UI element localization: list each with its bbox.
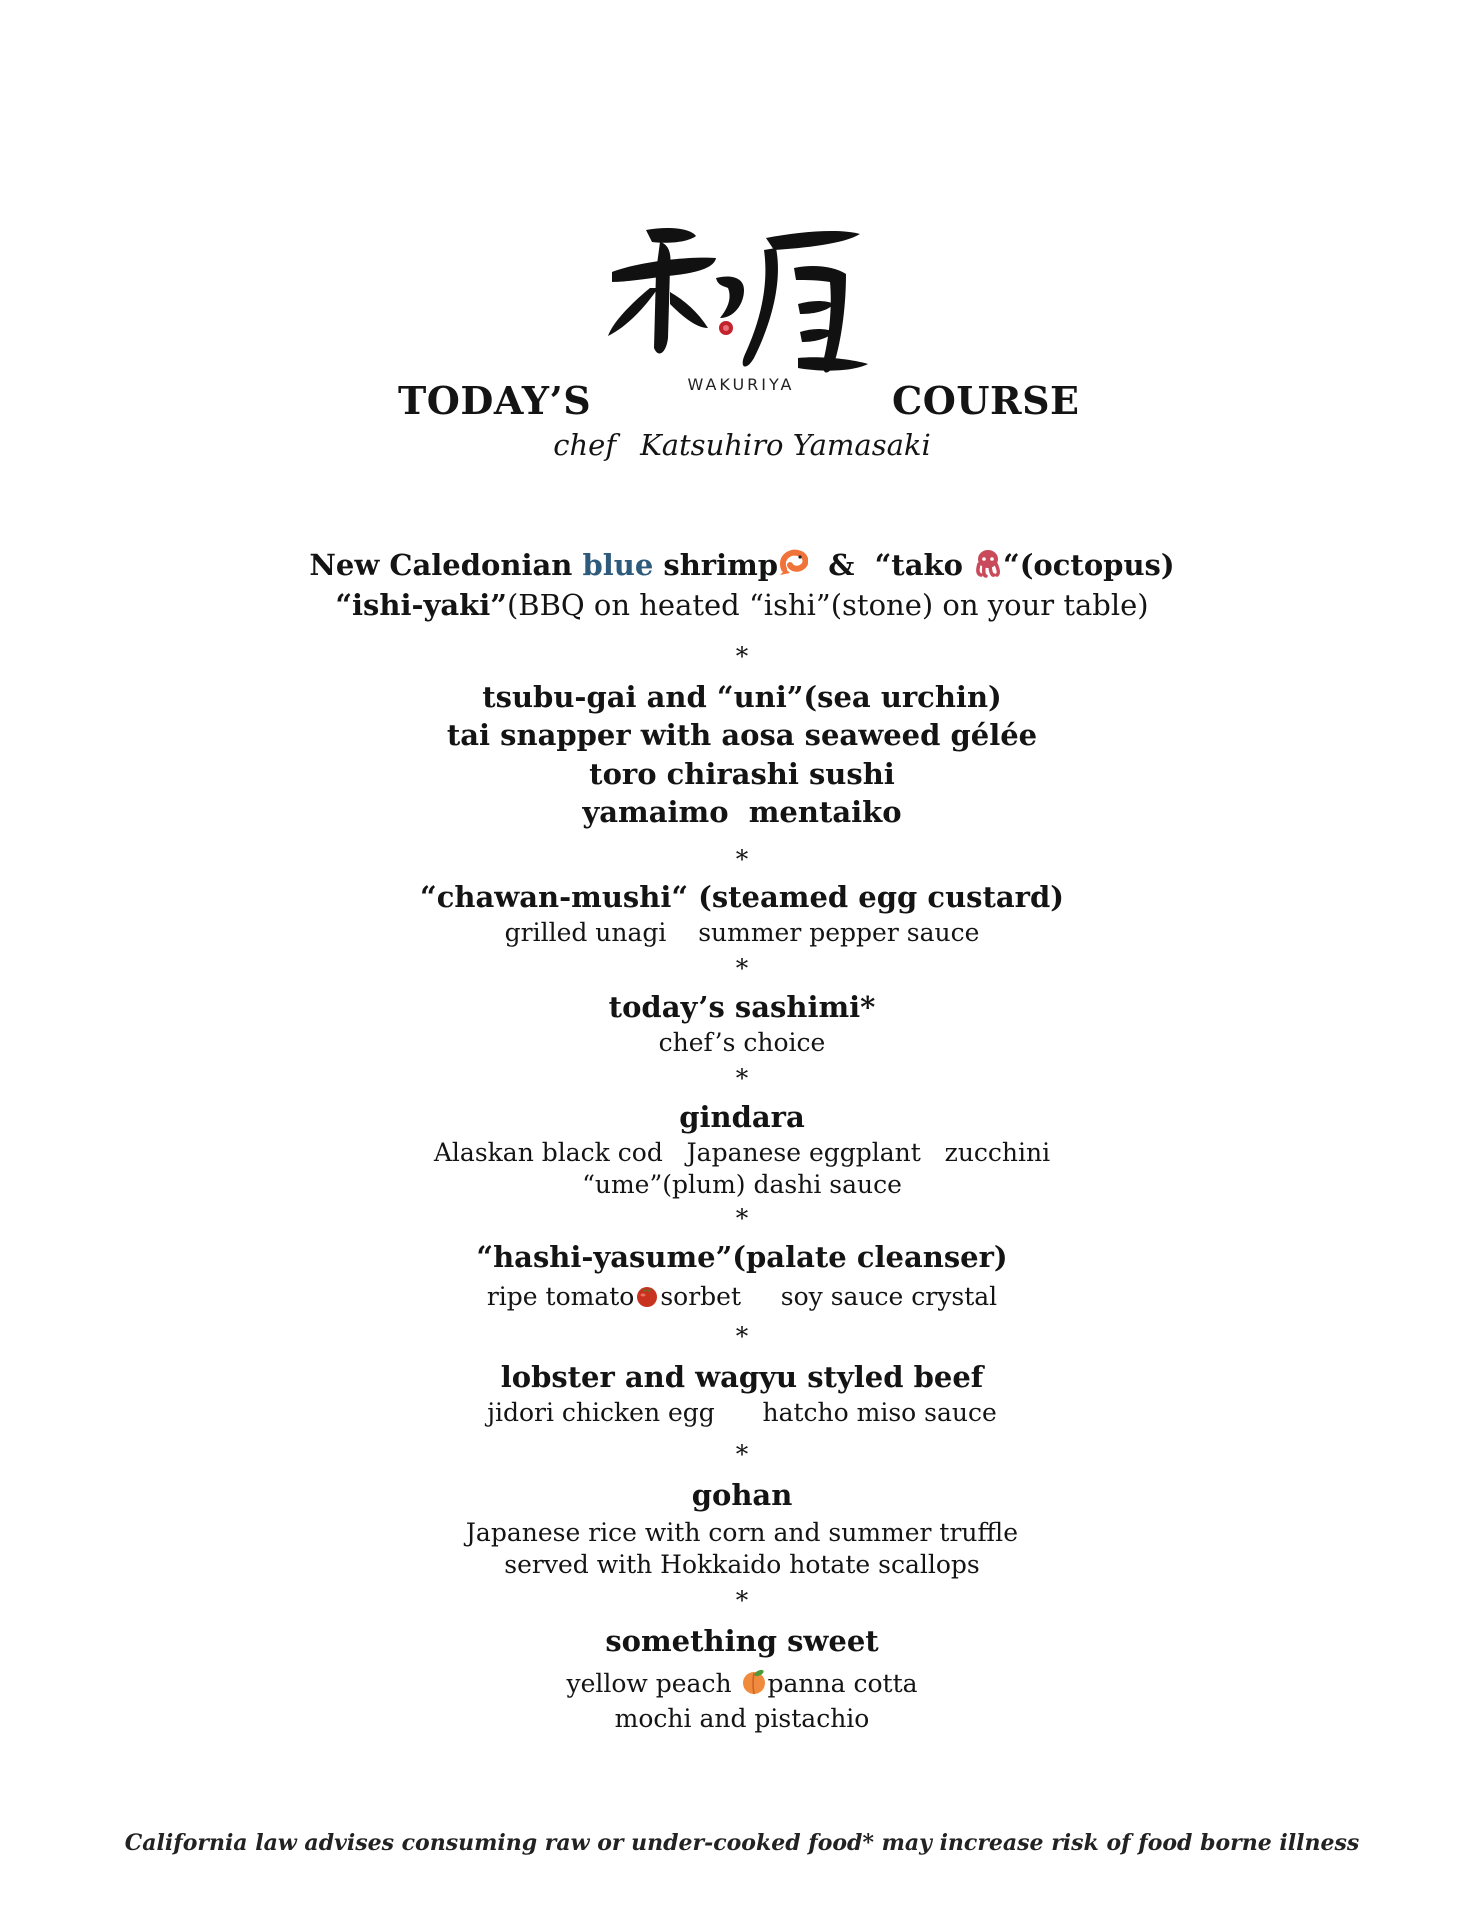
separator-6: *: [735, 1322, 749, 1351]
course-2-line-3: toro chirashi sushi: [589, 757, 895, 791]
separator-4: *: [735, 1064, 749, 1093]
separator-5: *: [735, 1204, 749, 1233]
course-8-desc-1: Japanese rice with corn and summer truffle: [465, 1518, 1019, 1547]
separator-7: *: [735, 1440, 749, 1469]
course-3-title: “chawan-mushi“ (steamed egg custard): [420, 880, 1064, 914]
course-3-desc: grilled unagi summer pepper sauce: [504, 918, 980, 947]
course-1-blue-word: blue: [582, 548, 654, 582]
course-9-desc-2: mochi and pistachio: [614, 1704, 870, 1733]
course-2-line-2: tai snapper with aosa seaweed gélée: [446, 718, 1038, 752]
course-1-text-c: & “tako: [808, 548, 974, 582]
course-8-title: gohan: [691, 1478, 793, 1512]
tomato-icon: [634, 1282, 660, 1315]
separator-2: *: [735, 845, 749, 874]
course-1-text-a: New Caledonian: [309, 548, 583, 582]
course-1-desc: (BBQ on heated “ishi”(stone) on your table): [506, 588, 1149, 622]
course-5-desc-1: Alaskan black cod Japanese eggplant zucchini: [433, 1138, 1051, 1167]
course-7-title: lobster and wagyu styled beef: [500, 1360, 984, 1394]
course-8-desc-2: served with Hokkaido hotate scallops: [504, 1550, 980, 1579]
course-1-line-2: [0, 588, 1484, 623]
logo-brush-icon: [598, 208, 884, 394]
course-9-desc-a: yellow peach: [566, 1669, 740, 1698]
course-5-desc-2: “ume”(plum) dashi sauce: [582, 1170, 902, 1199]
course-6-title: “hashi-yasume”(palate cleanser): [476, 1240, 1008, 1274]
course-9-title: something sweet: [605, 1624, 879, 1658]
course-2-line-1: tsubu-gai and “uni”(sea urchin): [482, 680, 1002, 714]
course-9-desc-1: [0, 1668, 1484, 1703]
heading-todays: TODAY’S: [398, 378, 592, 423]
chef-line: [0, 428, 1484, 462]
course-1-ishiyaki: “ishi-yaki”: [335, 588, 507, 622]
shrimp-icon: [778, 549, 808, 585]
course-4-desc: chef’s choice: [658, 1028, 826, 1057]
course-2-line-4: yamaimo mentaiko: [582, 795, 902, 829]
course-9-desc-b: panna cotta: [767, 1669, 918, 1698]
octopus-icon: [973, 548, 1003, 586]
course-1-text-d: “(octopus): [1003, 548, 1175, 582]
separator-3: *: [735, 954, 749, 983]
course-6-desc-b: sorbet soy sauce crystal: [660, 1282, 998, 1311]
separator-8: *: [735, 1586, 749, 1615]
peach-icon: [740, 1668, 768, 1703]
course-5-title: gindara: [679, 1100, 805, 1134]
footer-warning: California law advises consuming raw or under-cooked food* may increase risk of food borne illness: [124, 1830, 1360, 1856]
course-6-desc: [0, 1282, 1484, 1315]
logo-text: WAKURIYA: [687, 375, 795, 394]
chef-label: chef: [553, 428, 617, 462]
course-4-title: today’s sashimi*: [608, 990, 876, 1024]
heading-course: COURSE: [892, 378, 1080, 423]
course-1-text-b: shrimp: [653, 548, 779, 582]
course-6-desc-a: ripe tomato: [486, 1282, 635, 1311]
course-7-desc: jidori chicken egg hatcho miso sauce: [487, 1398, 997, 1427]
course-1-line-1: [0, 548, 1484, 586]
restaurant-logo: [598, 208, 884, 394]
separator-1: *: [735, 642, 749, 671]
chef-name: Katsuhiro Yamasaki: [640, 428, 931, 462]
